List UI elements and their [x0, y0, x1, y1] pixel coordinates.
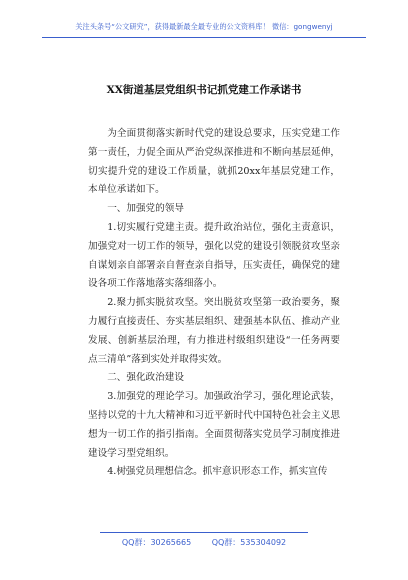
- section-heading-2: 二、强化政治建设: [107, 372, 184, 384]
- footer-contacts: [0, 537, 408, 548]
- paragraph-item-3: 3.加强党的理论学习。加强政治学习，强化理论武装，坚持以党的十九大精神和习近平新时代中国特色社会主义思想为一切工作的指引指南。全面贯彻落实党员学习制度推进建设学习型党组织。: [88, 391, 340, 459]
- footer-divider: [100, 532, 308, 533]
- header-divider: [42, 37, 366, 38]
- document-title: XX街道基层党组织书记抓党建工作承诺书: [106, 84, 302, 96]
- document-body: [88, 125, 340, 482]
- header-note: 关注头条号“公文研究”，获得最新最全最专业的公文资料库！ 微信：gongwenyj: [75, 22, 333, 31]
- section-heading-1: 一、加强党的领导: [107, 203, 184, 215]
- paragraph-item-4: 4.树强党员理想信念。抓牢意识形态工作，抓实宣传: [107, 466, 328, 478]
- footer-qq-group-2: QQ群：535304092: [211, 538, 287, 547]
- paragraph-intro: 为全面贯彻落实新时代党的建设总要求，压实党建工作第一责任，力促全面从严治党纵深推进和不断向基层延伸，切实提升党的建设工作质量，就抓20xx年基层党建工作，本单位承诺如下。: [88, 128, 340, 196]
- paragraph-item-1: 1.切实履行党建主责。提升政治站位，强化主责意识，加强党对一切工作的领导，强化以党的建设引领脱贫攻坚亲自谋划亲自部署亲自督查亲自指导，压实责任，确保党的建设各项工作落地落实落细落小。: [88, 221, 340, 290]
- paragraph-item-2: 2.聚力抓实脱贫攻坚。突出脱贫攻坚第一政治要务，聚力履行直接责任、夯实基层组织、建强基本队伍、推动产业发展、创新基层治理，有力推进村级组织建设“一任务两要点三清单”落到实处并取得实效。: [88, 297, 340, 365]
- footer-qq-group-1: QQ群：30265665: [121, 538, 192, 547]
